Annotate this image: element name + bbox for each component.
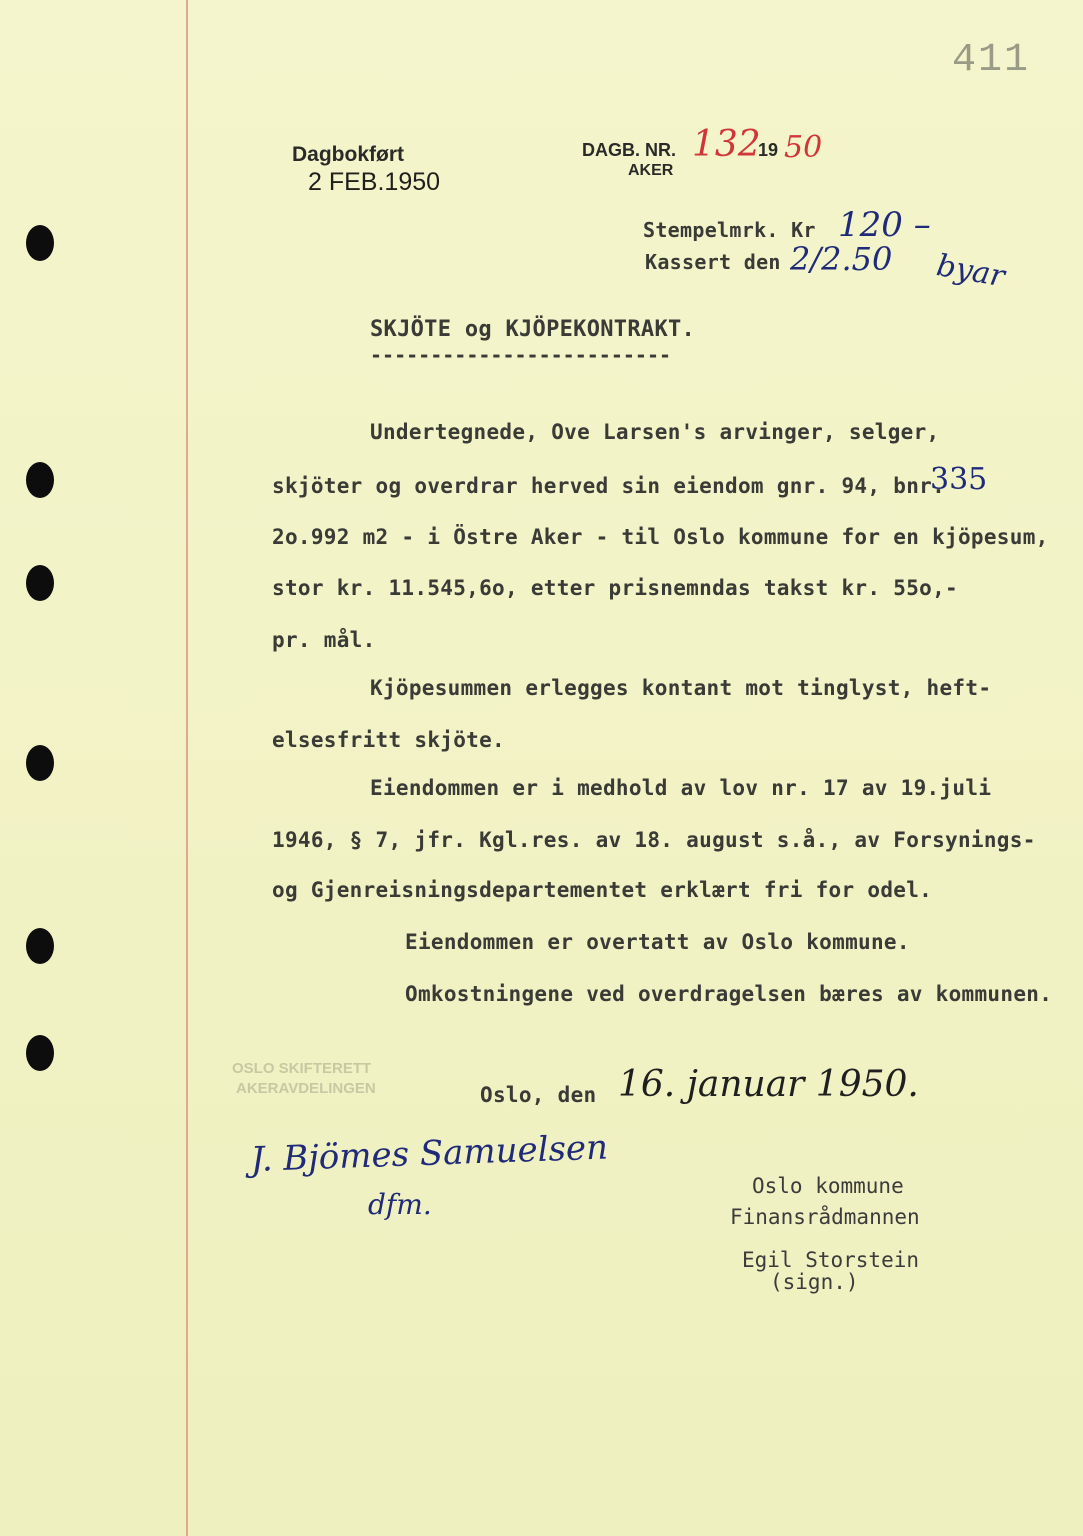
page-number: 411: [952, 38, 1031, 83]
faint-stamp-line: OSLO SKIFTERETT: [232, 1060, 372, 1077]
body-line: og Gjenreisningsdepartementet erklært fri for odel.: [272, 878, 933, 902]
margin-line: [186, 0, 188, 1536]
dagb-year-suffix: 50: [784, 130, 823, 165]
signatory-note: (sign.): [770, 1270, 859, 1294]
dagbokfort-label: Dagbokført: [292, 143, 404, 166]
body-line: elsesfritt skjöte.: [272, 728, 505, 752]
punch-hole: [26, 1035, 54, 1071]
body-line: Kjöpesummen erlegges kontant mot tinglyst, heft-: [370, 676, 992, 700]
body-line: Eiendommen er i medhold av lov nr. 17 av 19.juli: [370, 776, 992, 800]
document-title: SKJÖTE og KJÖPEKONTRAKT.: [370, 317, 696, 342]
signatory-name: Egil Storstein: [742, 1248, 920, 1272]
cancelled-date: 2/2.50: [790, 240, 893, 278]
punch-hole: [26, 928, 54, 964]
body-line: Undertegnede, Ove Larsen's arvinger, selger,: [370, 420, 940, 444]
signatory-org: Oslo kommune: [752, 1174, 904, 1198]
punch-hole: [26, 565, 54, 601]
bnr-handwritten: 335: [930, 462, 988, 497]
date-line-prefix: Oslo, den: [480, 1083, 597, 1107]
dagb-year-prefix: 19: [758, 140, 779, 160]
witness-title: dfm.: [368, 1188, 432, 1221]
faint-stamp-line: AKERAVDELINGEN: [236, 1080, 376, 1097]
punch-hole: [26, 745, 54, 781]
fee-amount: 120 –: [838, 205, 931, 245]
fee-label: Stempelmrk. Kr: [643, 218, 816, 242]
punch-hole: [26, 462, 54, 498]
cancelled-label: Kassert den: [645, 250, 781, 274]
body-line: skjöter og overdrar herved sin eiendom gnr. 94, bnr.: [272, 474, 946, 498]
dagbokfort-date: 2 FEB.1950: [308, 168, 441, 196]
body-line: Eiendommen er overtatt av Oslo kommune.: [405, 930, 910, 954]
witness-signature: J. Bjömes Samuelsen: [250, 1127, 609, 1180]
date-line-handwritten: 16. januar 1950.: [618, 1064, 919, 1105]
body-line: 2o.992 m2 - i Östre Aker - til Oslo kommune for en kjöpesum,: [272, 525, 1049, 549]
cancelled-initials: byar: [933, 248, 1008, 295]
signatory-office: Finansrådmannen: [730, 1205, 920, 1229]
title-underline: -------------------------: [370, 343, 672, 367]
body-line: 1946, § 7, jfr. Kgl.res. av 18. august s.å., av Forsynings-: [272, 828, 1036, 852]
body-line: pr. mål.: [272, 628, 376, 652]
dagb-number: 132: [692, 124, 761, 165]
dagb-label: DAGB. NR.: [582, 140, 676, 160]
punch-hole: [26, 225, 54, 261]
dagb-place: AKER: [628, 162, 674, 179]
body-line: stor kr. 11.545,6o, etter prisnemndas takst kr. 55o,-: [272, 576, 958, 600]
body-line: Omkostningene ved overdragelsen bæres av kommunen.: [405, 982, 1053, 1006]
